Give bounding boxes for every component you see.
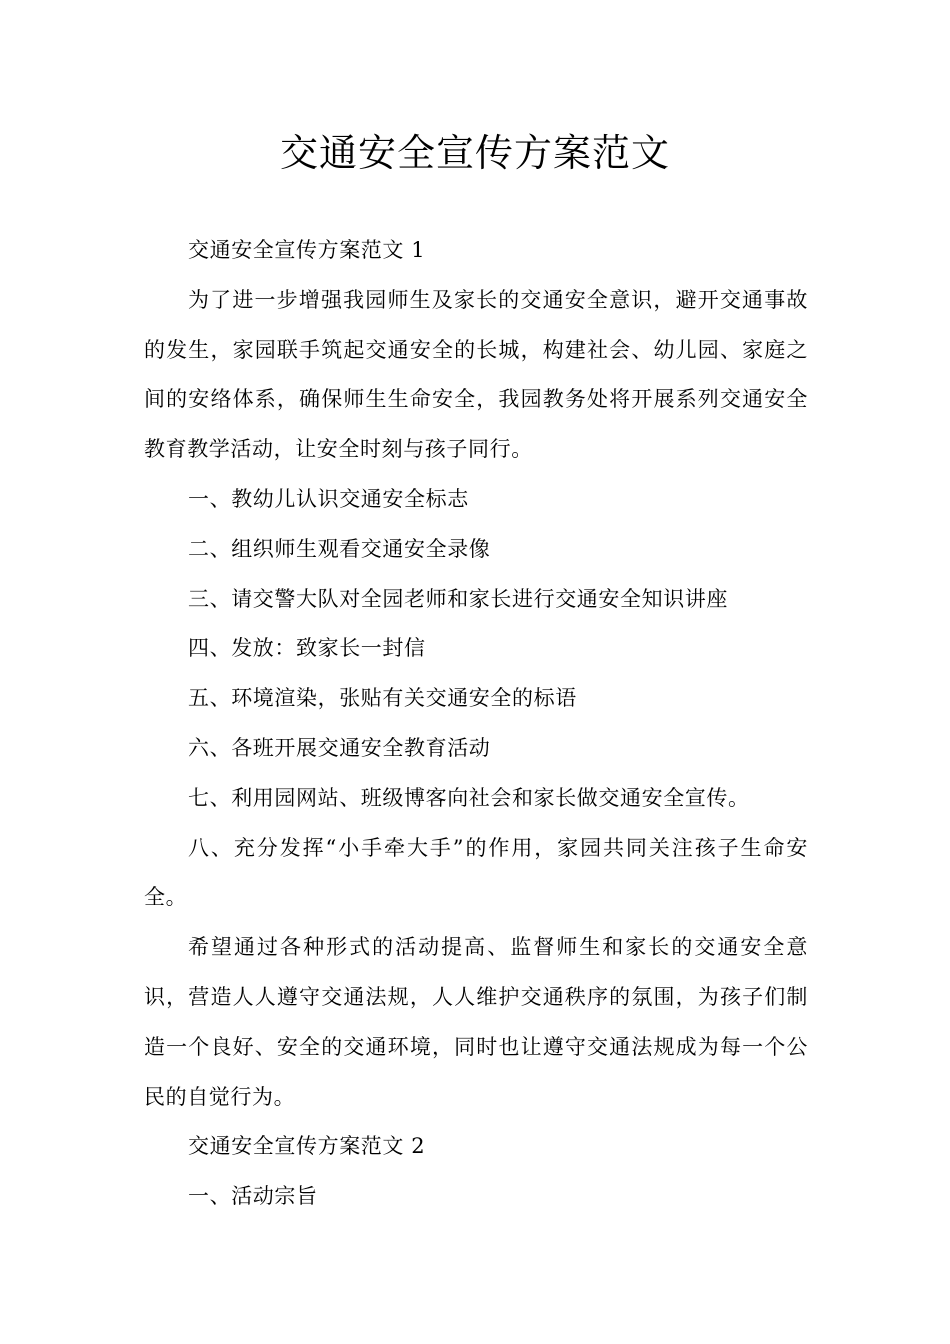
section-heading-2: 交通安全宣传方案范文 2 <box>188 1134 426 1159</box>
intro-paragraph: 为了进一步增强我园师生及家长的交通安全意识，避开交通事故的发生，家园联手筑起交通安全的长城，构建社会、幼儿园、家庭之间的安络体系，确保师生生命安全，我园教务处将开展系列交通安全教育教学活动，让安全时刻与孩子同行。 <box>144 287 808 462</box>
list-item: 三、请交警大队对全园老师和家长进行交通安全知识讲座 <box>188 586 728 611</box>
subsection-heading: 一、活动宗旨 <box>188 1184 318 1209</box>
list-item: 六、各班开展交通安全教育活动 <box>188 735 491 760</box>
document-title: 交通安全宣传方案范文 <box>279 131 670 175</box>
list-item: 一、教幼儿认识交通安全标志 <box>188 486 469 511</box>
closing-paragraph: 希望通过各种形式的活动提高、监督师生和家长的交通安全意识，营造人人遵守交通法规，人人维护交通秩序的氛围，为孩子们制造一个良好、安全的交通环境，同时也让遵守交通法规成为每一个公民的自觉行为。 <box>144 935 808 1109</box>
document-body <box>144 226 808 1222</box>
list-item: 四、发放：致家长一封信 <box>188 636 426 661</box>
section-heading-1: 交通安全宣传方案范文 1 <box>188 238 426 262</box>
list-item: 七、利用园网站、班级博客向社会和家长做交通安全宣传。 <box>188 785 750 810</box>
list-item: 五、环境渲染，张贴有关交通安全的标语 <box>188 686 577 711</box>
list-item: 二、组织师生观看交通安全录像 <box>188 536 491 561</box>
list-item: 八、充分发挥“小手牵大手”的作用，家园共同关注孩子生命安全。 <box>144 835 808 910</box>
